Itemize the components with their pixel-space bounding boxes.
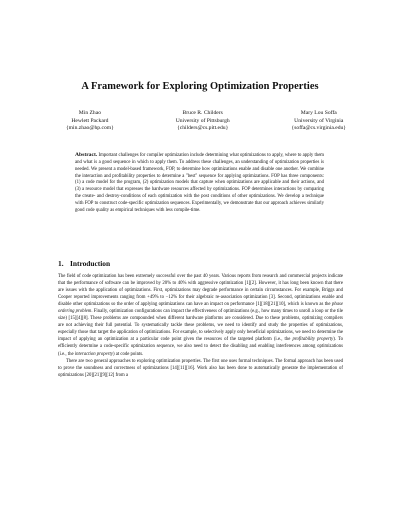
author-email: {soffa@cs.virginia.edu}: [291, 125, 346, 132]
emphasis-term: profitability property: [292, 337, 334, 343]
author-2: [176, 110, 230, 133]
abstract-text: Important challenges for compiler optimization include determining what optimizations to apply, where to apply them and what is a good sequence in which to apply them. To address these challenges, an understanding of optimization properties is needed. We present a model-based framework, FOP, to determine how optimizations enable and disable one another. We combine the interaction and profitability properties to determine a "best" sequence for applying optimizations. FOP has three components: (1) a code model for the program, (2) optimization models that capture when optimizations are applicable and their actions, and (3) a resource model that expresses the hardware resources affected by optimizations. FOP determines interactions by comparing the create- and destroy-conditions of each optimization with the post conditions of other optimizations. We develop a technique with FOP to construct code-specific optimization sequences. Experimentally, we demonstrate that our approach achieves similarly good code quality as empirical techniques with less compile-time.: [75, 153, 324, 213]
text-run: . Finally, optimization configurations can impact the effectiveness of optimizations (e.g., how many times to unroll a loop or the tile size) [15][4][8]. These problems are compounded when different hardware platforms are considered. Due to these problems, optimizing compilers are not achieving their full potential. To systematically tackle these problems, we need to identify and study the properties of optimizations, especially those that target the application of optimizations. For example, to selectively apply only beneficial optimizations, we need to determine the impact of applying an optimization at a particular code point given the resources of the targeted platform (i.e., the: [58, 309, 343, 343]
text-run: The field of code optimization has been extremely successful over the past 40 years. Various reports from research and commercial projects indicate that the performance of software can be improved by 20% to 40% with aggressive optimization [1][2]. However, it has long been known that there are issues with the application of optimizations. First, optimizations may degrade performance in certain circumstances. For example, Briggs and Cooper reported improvements ranging from +49% to −12% for their algebraic re-association optimization [3]. Second, optimizations enable and disable other optimizations so the order of applying optimizations can have an impact on performance [1][18][21][10], which is known as the: [58, 274, 343, 308]
author-affiliation: University of Virginia: [294, 117, 344, 124]
section-body: [58, 273, 343, 379]
section-title: Introduction: [70, 259, 111, 268]
author-email: {childers@cs.pitt.edu}: [177, 125, 229, 132]
text-run: ) at code points.: [112, 351, 144, 357]
author-name: Min Zhao: [78, 110, 102, 116]
author-email: {min.zhao@hp.com}: [66, 125, 114, 132]
author-affiliation: University of Pittsburgh: [175, 117, 230, 124]
paragraph-2: There are two general approaches to exploring optimization properties. The first one uses formal techniques. The formal approach has been used to prove the soundness and correctness of optimizations [14][11][16]. Work also has been done to automatically generate the implementation of optimizations [20][21][9][12] from a: [58, 358, 343, 378]
abstract: [75, 152, 324, 215]
text-run: ). To efficiently determine a code-specific optimization sequence, we also need to detect the disabling and enabling interferences among optimizations (i.e., the: [58, 337, 343, 357]
section-heading: [58, 259, 110, 268]
section-number: 1.: [58, 259, 64, 268]
author-1: [66, 110, 114, 133]
emphasis-term: interaction property: [74, 351, 113, 357]
author-name: Mary Lou Soffa: [300, 110, 337, 116]
emphasis-term: phase ordering problem: [58, 302, 343, 315]
abstract-label: Abstract.: [75, 152, 98, 158]
author-name: Bruce R. Childers: [182, 110, 223, 116]
paper-title: A Framework for Exploring Optimization Properties: [81, 81, 319, 92]
author-block: [66, 110, 346, 133]
paragraph-1: [58, 273, 343, 358]
author-3: [292, 110, 346, 133]
author-affiliation: Hewlett Packard: [71, 117, 109, 124]
